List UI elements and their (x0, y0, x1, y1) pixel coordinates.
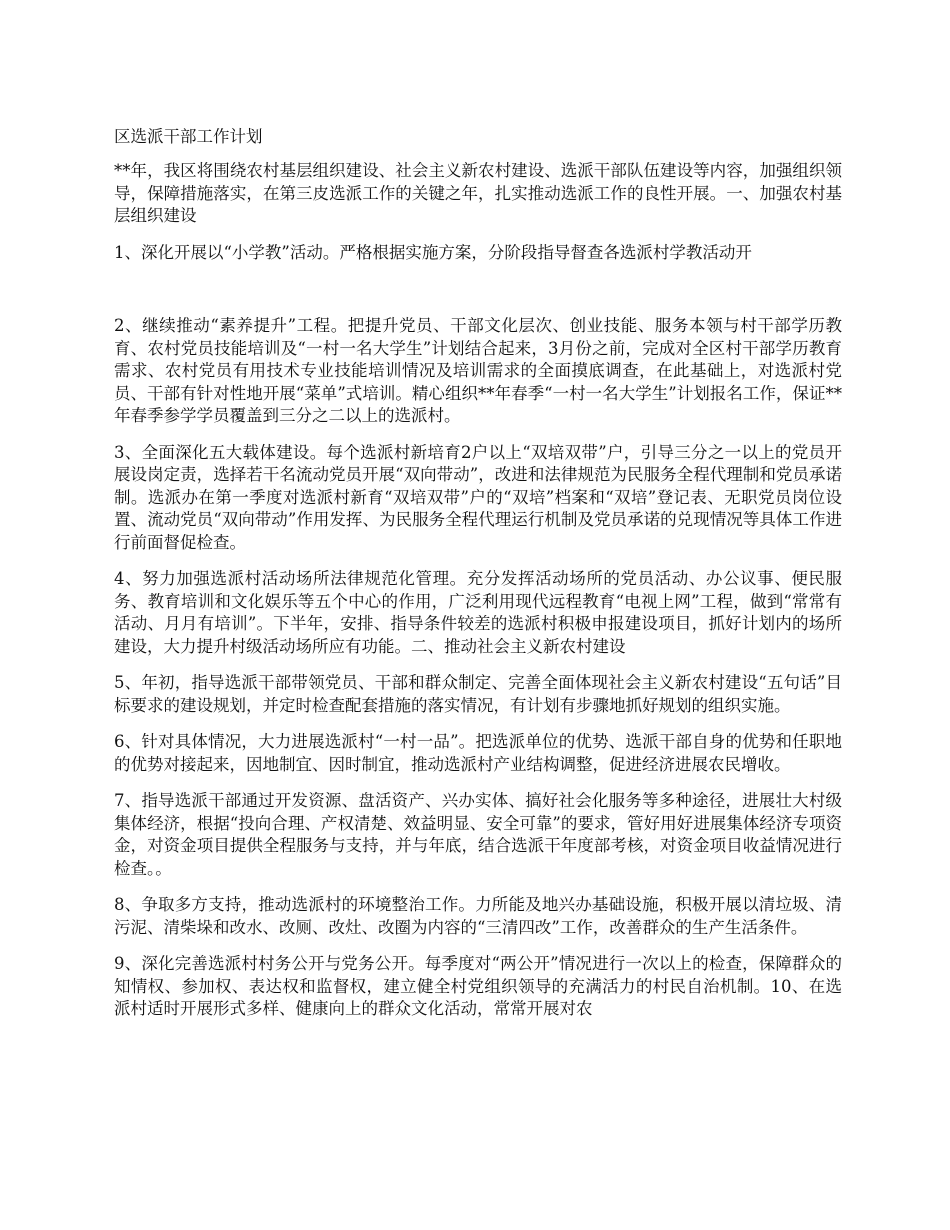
paragraph-6: 6、针对具体情况，大力进展选派村“一村一品”。把选派单位的优势、选派干部自身的优势和任职地的优势对接起来，因地制宜、因时制宜，推动选派村产业结构调整，促进经济进展农民增收。 (114, 732, 842, 774)
paragraph-3: 3、全面深化五大载体建设。每个选派村新培育2户以上“双培双带”户，引导三分之一以上的党员开展设岗定责，选择若干名流动党员开展“双向带动”，改进和法律规范为民服务全程代理制和党员承诺制。选派办在第一季度对选派村新育“双培双带”户的“双培”档案和“双培”登记表、无职党员岗位设置、流动党员“双向带动”作用发挥、为民服务全程代理运行机制及党员承诺的兑现情况等具体工作进行前面督促检查。 (114, 442, 842, 552)
paragraph-5: 5、年初，指导选派干部带领党员、干部和群众制定、完善全面体现社会主义新农村建设“五句话”目标要求的建设规划，并定时检查配套措施的落实情况，有计划有步骤地抓好规划的组织实施。 (114, 673, 842, 715)
blank-space (114, 278, 842, 315)
paragraph-9: 9、深化完善选派村村务公开与党务公开。每季度对“两公开”情况进行一次以上的检查，保障群众的知情权、参加权、表达权和监督权，建立健全村党组织领导的充满活力的村民自治机制。10、在选派村适时开展形式多样、健康向上的群众文化活动，常常开展对农 (114, 954, 842, 1018)
paragraph-7: 7、指导选派干部通过开发资源、盘活资产、兴办实体、搞好社会化服务等多种途径，进展壮大村级集体经济，根据“投向合理、产权清楚、效益明显、安全可靠”的要求，管好用好进展集体经济专项资金，对资金项目提供全程服务与支持，并与年底，结合选派干年度部考核，对资金项目收益情况进行检查。。 (114, 791, 842, 878)
paragraph-2: 2、继续推动“素养提升”工程。把提升党员、干部文化层次、创业技能、服务本领与村干部学历教育、农村党员技能培训及“一村一名大学生”计划结合起来，3月份之前，完成对全区村干部学历教育需求、农村党员有用技术专业技能培训情况及培训需求的全面摸底调查，在此基础上，对选派村党员、干部有针对性地开展“菜单”式培训。精心组织**年春季“一村一名大学生”计划报名工作，保证**年春季参学学员覆盖到三分之二以上的选派村。 (114, 316, 842, 425)
paragraph-intro: **年，我区将围绕农村基层组织建设、社会主义新农村建设、选派干部队伍建设等内容，加强组织领导，保障措施落实，在第三皮选派工作的关键之年，扎实推动选派工作的良性开展。一、加强农村基层组织建设 (114, 161, 842, 225)
document-page (114, 126, 842, 1035)
document-title: 区选派干部工作计划 (114, 127, 263, 146)
paragraph-8: 8、争取多方支持，推动选派村的环境整治工作。力所能及地兴办基础设施，积极开展以清垃圾、清污泥、清柴垛和改水、改厕、改灶、改圈为内容的“三清四改”工作，改善群众的生产生活条件。 (114, 895, 842, 937)
paragraph-1: 1、深化开展以“小学教”活动。严格根据实施方案，分阶段指导督查各选派村学教活动开 (114, 242, 752, 262)
paragraph-4: 4、努力加强选派村活动场所法律规范化管理。充分发挥活动场所的党员活动、办公议事、便民服务、教育培训和文化娱乐等五个中心的作用，广泛利用现代远程教育“电视上网”工程，做到“常常有活动、月月有培训”。下半年，安排、指导条件较差的选派村积极申报建设项目，抓好计划内的场所建设，大力提升村级活动场所应有功能。二、推动社会主义新农村建设 (114, 569, 842, 656)
